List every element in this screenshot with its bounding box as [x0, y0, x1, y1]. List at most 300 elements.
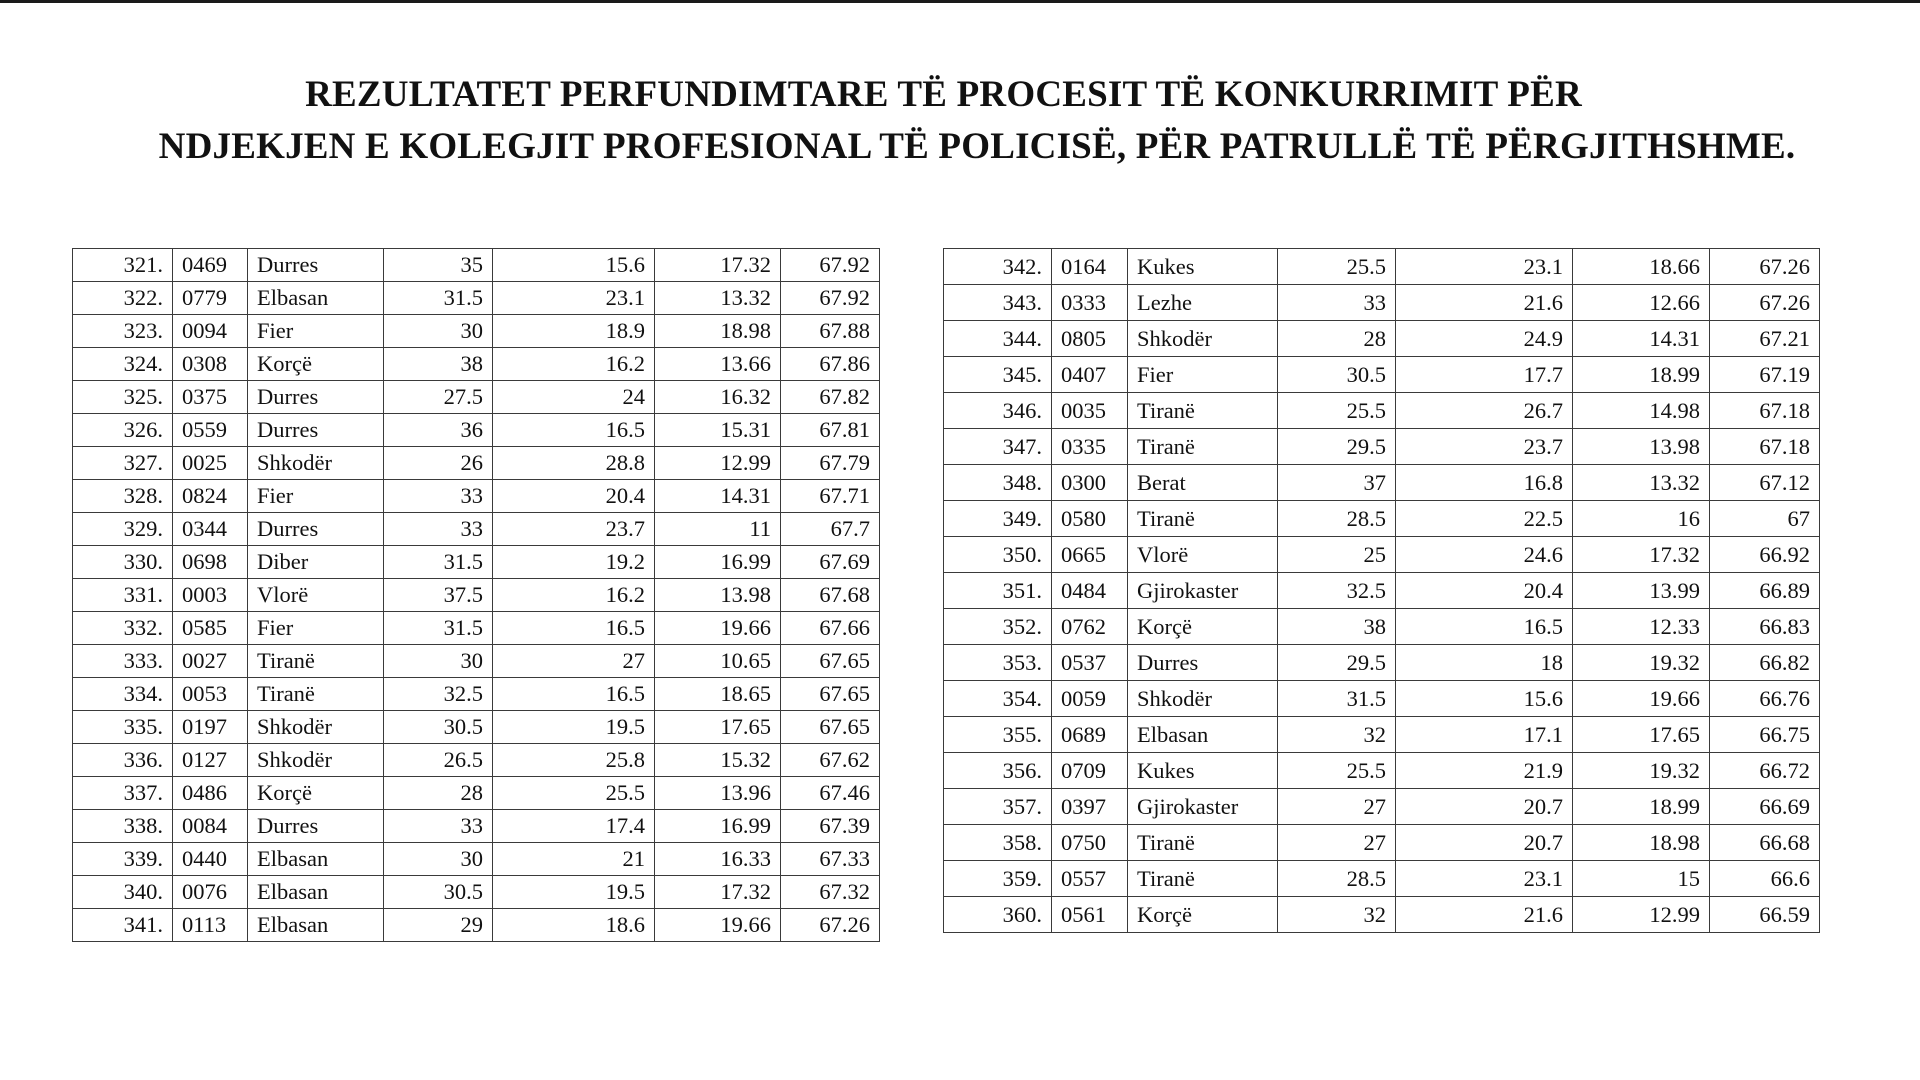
district-cell: Shkodër: [1128, 681, 1278, 717]
district-cell: Tiranë: [1128, 429, 1278, 465]
score-a-cell: 33: [384, 480, 493, 513]
score-a-cell: 32.5: [1278, 573, 1396, 609]
score-a-cell: 28: [384, 777, 493, 810]
total-score-cell: 67.71: [781, 480, 880, 513]
table-row: [944, 609, 1820, 645]
score-a-cell: 25: [1278, 537, 1396, 573]
total-score-cell: 67: [1710, 501, 1820, 537]
score-c-cell: 13.98: [655, 579, 781, 612]
candidate-code-cell: 0113: [173, 909, 248, 942]
score-b-cell: 21.9: [1396, 753, 1573, 789]
rank-cell: 329.: [73, 513, 173, 546]
score-a-cell: 27.5: [384, 381, 493, 414]
score-a-cell: 37: [1278, 465, 1396, 501]
score-c-cell: 16.32: [655, 381, 781, 414]
table-row: [73, 381, 880, 414]
score-c-cell: 18.98: [655, 315, 781, 348]
score-b-cell: 16.2: [493, 579, 655, 612]
candidate-code-cell: 0344: [173, 513, 248, 546]
score-c-cell: 17.65: [655, 711, 781, 744]
candidate-code-cell: 0335: [1052, 429, 1128, 465]
rank-cell: 342.: [944, 249, 1052, 285]
results-table-right-body: [944, 249, 1820, 933]
document-title-line-1: REZULTATET PERFUNDIMTARE TË PROCESIT TË KONKURRIMIT PËR: [305, 73, 1582, 115]
rank-cell: 357.: [944, 789, 1052, 825]
score-b-cell: 20.4: [1396, 573, 1573, 609]
total-score-cell: 67.12: [1710, 465, 1820, 501]
score-a-cell: 29.5: [1278, 429, 1396, 465]
table-row: [73, 282, 880, 315]
score-a-cell: 35: [384, 249, 493, 282]
candidate-code-cell: 0308: [173, 348, 248, 381]
district-cell: Durres: [248, 414, 384, 447]
table-row: [944, 429, 1820, 465]
score-b-cell: 23.1: [1396, 249, 1573, 285]
total-score-cell: 67.39: [781, 810, 880, 843]
total-score-cell: 67.7: [781, 513, 880, 546]
score-b-cell: 25.5: [493, 777, 655, 810]
score-c-cell: 19.32: [1573, 753, 1710, 789]
district-cell: Shkodër: [1128, 321, 1278, 357]
rank-cell: 349.: [944, 501, 1052, 537]
candidate-code-cell: 0585: [173, 612, 248, 645]
candidate-code-cell: 0537: [1052, 645, 1128, 681]
score-b-cell: 26.7: [1396, 393, 1573, 429]
total-score-cell: 66.68: [1710, 825, 1820, 861]
rank-cell: 338.: [73, 810, 173, 843]
district-cell: Gjirokaster: [1128, 789, 1278, 825]
rank-cell: 351.: [944, 573, 1052, 609]
candidate-code-cell: 0164: [1052, 249, 1128, 285]
district-cell: Durres: [248, 513, 384, 546]
score-b-cell: 17.4: [493, 810, 655, 843]
candidate-code-cell: 0035: [1052, 393, 1128, 429]
district-cell: Elbasan: [248, 876, 384, 909]
score-c-cell: 11: [655, 513, 781, 546]
table-row: [73, 249, 880, 282]
total-score-cell: 67.32: [781, 876, 880, 909]
table-row: [73, 447, 880, 480]
rank-cell: 358.: [944, 825, 1052, 861]
candidate-code-cell: 0561: [1052, 897, 1128, 933]
district-cell: Tiranë: [1128, 393, 1278, 429]
total-score-cell: 66.72: [1710, 753, 1820, 789]
score-b-cell: 19.2: [493, 546, 655, 579]
score-a-cell: 36: [384, 414, 493, 447]
table-row: [73, 480, 880, 513]
candidate-code-cell: 0762: [1052, 609, 1128, 645]
table-row: [73, 579, 880, 612]
score-a-cell: 30: [384, 843, 493, 876]
candidate-code-cell: 0084: [173, 810, 248, 843]
score-c-cell: 18.66: [1573, 249, 1710, 285]
total-score-cell: 66.76: [1710, 681, 1820, 717]
total-score-cell: 66.89: [1710, 573, 1820, 609]
rank-cell: 325.: [73, 381, 173, 414]
district-cell: Shkodër: [248, 744, 384, 777]
score-c-cell: 17.65: [1573, 717, 1710, 753]
district-cell: Tiranë: [248, 645, 384, 678]
candidate-code-cell: 0557: [1052, 861, 1128, 897]
score-a-cell: 32: [1278, 717, 1396, 753]
total-score-cell: 66.82: [1710, 645, 1820, 681]
table-row: [73, 513, 880, 546]
score-b-cell: 17.1: [1396, 717, 1573, 753]
score-a-cell: 25.5: [1278, 249, 1396, 285]
rank-cell: 346.: [944, 393, 1052, 429]
candidate-code-cell: 0333: [1052, 285, 1128, 321]
score-b-cell: 16.2: [493, 348, 655, 381]
results-table-left-body: [73, 249, 880, 942]
score-c-cell: 14.98: [1573, 393, 1710, 429]
score-c-cell: 13.98: [1573, 429, 1710, 465]
table-row: [944, 645, 1820, 681]
total-score-cell: 66.83: [1710, 609, 1820, 645]
district-cell: Fier: [248, 315, 384, 348]
rank-cell: 354.: [944, 681, 1052, 717]
candidate-code-cell: 0053: [173, 678, 248, 711]
score-a-cell: 31.5: [384, 546, 493, 579]
candidate-code-cell: 0750: [1052, 825, 1128, 861]
score-b-cell: 16.5: [493, 678, 655, 711]
score-a-cell: 31.5: [1278, 681, 1396, 717]
document-title: [0, 69, 1920, 173]
total-score-cell: 67.81: [781, 414, 880, 447]
total-score-cell: 67.92: [781, 282, 880, 315]
rank-cell: 350.: [944, 537, 1052, 573]
district-cell: Berat: [1128, 465, 1278, 501]
table-row: [944, 861, 1820, 897]
score-c-cell: 13.32: [655, 282, 781, 315]
score-a-cell: 27: [1278, 789, 1396, 825]
rank-cell: 323.: [73, 315, 173, 348]
score-a-cell: 30.5: [1278, 357, 1396, 393]
score-c-cell: 16.33: [655, 843, 781, 876]
table-row: [73, 414, 880, 447]
score-c-cell: 19.66: [655, 909, 781, 942]
district-cell: Durres: [248, 249, 384, 282]
candidate-code-cell: 0824: [173, 480, 248, 513]
score-a-cell: 32: [1278, 897, 1396, 933]
score-c-cell: 17.32: [655, 249, 781, 282]
top-border-rule: [0, 0, 1920, 3]
score-c-cell: 16.99: [655, 546, 781, 579]
total-score-cell: 66.59: [1710, 897, 1820, 933]
candidate-code-cell: 0709: [1052, 753, 1128, 789]
total-score-cell: 67.62: [781, 744, 880, 777]
total-score-cell: 67.33: [781, 843, 880, 876]
candidate-code-cell: 0407: [1052, 357, 1128, 393]
candidate-code-cell: 0059: [1052, 681, 1128, 717]
score-b-cell: 19.5: [493, 711, 655, 744]
score-c-cell: 15.31: [655, 414, 781, 447]
score-c-cell: 16.99: [655, 810, 781, 843]
total-score-cell: 66.92: [1710, 537, 1820, 573]
score-a-cell: 38: [384, 348, 493, 381]
rank-cell: 331.: [73, 579, 173, 612]
rank-cell: 335.: [73, 711, 173, 744]
candidate-code-cell: 0805: [1052, 321, 1128, 357]
score-b-cell: 23.1: [493, 282, 655, 315]
score-a-cell: 31.5: [384, 282, 493, 315]
candidate-code-cell: 0375: [173, 381, 248, 414]
total-score-cell: 67.19: [1710, 357, 1820, 393]
total-score-cell: 67.65: [781, 678, 880, 711]
score-b-cell: 20.4: [493, 480, 655, 513]
table-row: [73, 711, 880, 744]
candidate-code-cell: 0779: [173, 282, 248, 315]
score-c-cell: 19.66: [655, 612, 781, 645]
candidate-code-cell: 0689: [1052, 717, 1128, 753]
district-cell: Korçë: [1128, 897, 1278, 933]
table-row: [944, 753, 1820, 789]
candidate-code-cell: 0580: [1052, 501, 1128, 537]
rank-cell: 347.: [944, 429, 1052, 465]
candidate-code-cell: 0469: [173, 249, 248, 282]
district-cell: Tiranë: [1128, 861, 1278, 897]
candidate-code-cell: 0484: [1052, 573, 1128, 609]
score-b-cell: 23.1: [1396, 861, 1573, 897]
district-cell: Kukes: [1128, 753, 1278, 789]
results-table-right: [943, 248, 1820, 933]
table-row: [73, 777, 880, 810]
district-cell: Durres: [248, 810, 384, 843]
total-score-cell: 67.79: [781, 447, 880, 480]
table-row: [944, 681, 1820, 717]
rank-cell: 334.: [73, 678, 173, 711]
score-c-cell: 19.66: [1573, 681, 1710, 717]
rank-cell: 324.: [73, 348, 173, 381]
score-c-cell: 13.66: [655, 348, 781, 381]
score-c-cell: 15: [1573, 861, 1710, 897]
score-c-cell: 15.32: [655, 744, 781, 777]
rank-cell: 321.: [73, 249, 173, 282]
score-a-cell: 33: [1278, 285, 1396, 321]
score-a-cell: 30: [384, 315, 493, 348]
score-b-cell: 22.5: [1396, 501, 1573, 537]
district-cell: Fier: [248, 480, 384, 513]
rank-cell: 341.: [73, 909, 173, 942]
district-cell: Shkodër: [248, 447, 384, 480]
score-c-cell: 18.65: [655, 678, 781, 711]
table-row: [944, 537, 1820, 573]
rank-cell: 340.: [73, 876, 173, 909]
score-b-cell: 23.7: [1396, 429, 1573, 465]
district-cell: Korçë: [248, 348, 384, 381]
total-score-cell: 66.6: [1710, 861, 1820, 897]
score-a-cell: 33: [384, 810, 493, 843]
score-b-cell: 21.6: [1396, 897, 1573, 933]
table-row: [944, 501, 1820, 537]
district-cell: Diber: [248, 546, 384, 579]
rank-cell: 337.: [73, 777, 173, 810]
score-a-cell: 25.5: [1278, 753, 1396, 789]
total-score-cell: 67.66: [781, 612, 880, 645]
candidate-code-cell: 0197: [173, 711, 248, 744]
district-cell: Lezhe: [1128, 285, 1278, 321]
score-a-cell: 28.5: [1278, 501, 1396, 537]
total-score-cell: 67.69: [781, 546, 880, 579]
total-score-cell: 67.26: [1710, 249, 1820, 285]
score-a-cell: 32.5: [384, 678, 493, 711]
table-row: [944, 465, 1820, 501]
table-row: [73, 843, 880, 876]
rank-cell: 345.: [944, 357, 1052, 393]
rank-cell: 344.: [944, 321, 1052, 357]
table-row: [944, 285, 1820, 321]
score-a-cell: 26: [384, 447, 493, 480]
score-a-cell: 30.5: [384, 876, 493, 909]
score-a-cell: 38: [1278, 609, 1396, 645]
district-cell: Vlorë: [248, 579, 384, 612]
score-b-cell: 15.6: [493, 249, 655, 282]
district-cell: Shkodër: [248, 711, 384, 744]
district-cell: Fier: [248, 612, 384, 645]
total-score-cell: 67.82: [781, 381, 880, 414]
score-c-cell: 13.99: [1573, 573, 1710, 609]
score-a-cell: 27: [1278, 825, 1396, 861]
rank-cell: 348.: [944, 465, 1052, 501]
total-score-cell: 66.75: [1710, 717, 1820, 753]
document-title-line-2: NDJEKJEN E KOLEGJIT PROFESIONAL TË POLICISË, PËR PATRULLË TË PËRGJITHSHME.: [158, 125, 1796, 167]
score-b-cell: 18.9: [493, 315, 655, 348]
candidate-code-cell: 0300: [1052, 465, 1128, 501]
score-a-cell: 29.5: [1278, 645, 1396, 681]
score-b-cell: 17.7: [1396, 357, 1573, 393]
score-b-cell: 18: [1396, 645, 1573, 681]
total-score-cell: 67.18: [1710, 393, 1820, 429]
rank-cell: 355.: [944, 717, 1052, 753]
district-cell: Gjirokaster: [1128, 573, 1278, 609]
score-c-cell: 17.32: [655, 876, 781, 909]
table-row: [944, 393, 1820, 429]
score-b-cell: 16.5: [1396, 609, 1573, 645]
score-a-cell: 28: [1278, 321, 1396, 357]
score-a-cell: 28.5: [1278, 861, 1396, 897]
total-score-cell: 67.68: [781, 579, 880, 612]
total-score-cell: 67.88: [781, 315, 880, 348]
district-cell: Elbasan: [248, 843, 384, 876]
rank-cell: 328.: [73, 480, 173, 513]
candidate-code-cell: 0559: [173, 414, 248, 447]
score-b-cell: 24.6: [1396, 537, 1573, 573]
rank-cell: 322.: [73, 282, 173, 315]
score-b-cell: 19.5: [493, 876, 655, 909]
score-b-cell: 24.9: [1396, 321, 1573, 357]
candidate-code-cell: 0127: [173, 744, 248, 777]
candidate-code-cell: 0665: [1052, 537, 1128, 573]
district-cell: Elbasan: [248, 909, 384, 942]
table-row: [73, 909, 880, 942]
score-b-cell: 21.6: [1396, 285, 1573, 321]
score-b-cell: 27: [493, 645, 655, 678]
district-cell: Elbasan: [1128, 717, 1278, 753]
total-score-cell: 67.92: [781, 249, 880, 282]
table-row: [944, 897, 1820, 933]
candidate-code-cell: 0025: [173, 447, 248, 480]
table-row: [73, 744, 880, 777]
district-cell: Tiranë: [248, 678, 384, 711]
score-a-cell: 31.5: [384, 612, 493, 645]
score-c-cell: 14.31: [655, 480, 781, 513]
score-a-cell: 33: [384, 513, 493, 546]
total-score-cell: 67.86: [781, 348, 880, 381]
table-row: [944, 825, 1820, 861]
district-cell: Tiranë: [1128, 501, 1278, 537]
score-c-cell: 13.96: [655, 777, 781, 810]
total-score-cell: 66.69: [1710, 789, 1820, 825]
total-score-cell: 67.65: [781, 711, 880, 744]
rank-cell: 327.: [73, 447, 173, 480]
district-cell: Fier: [1128, 357, 1278, 393]
score-b-cell: 16.5: [493, 414, 655, 447]
rank-cell: 332.: [73, 612, 173, 645]
score-c-cell: 18.98: [1573, 825, 1710, 861]
table-row: [944, 357, 1820, 393]
table-row: [73, 645, 880, 678]
table-row: [73, 612, 880, 645]
district-cell: Vlorë: [1128, 537, 1278, 573]
rank-cell: 333.: [73, 645, 173, 678]
district-cell: Tiranë: [1128, 825, 1278, 861]
table-row: [944, 249, 1820, 285]
score-a-cell: 25.5: [1278, 393, 1396, 429]
candidate-code-cell: 0094: [173, 315, 248, 348]
score-c-cell: 19.32: [1573, 645, 1710, 681]
rank-cell: 330.: [73, 546, 173, 579]
district-cell: Durres: [1128, 645, 1278, 681]
total-score-cell: 67.26: [781, 909, 880, 942]
score-a-cell: 30.5: [384, 711, 493, 744]
district-cell: Durres: [248, 381, 384, 414]
candidate-code-cell: 0397: [1052, 789, 1128, 825]
score-c-cell: 17.32: [1573, 537, 1710, 573]
district-cell: Korçë: [1128, 609, 1278, 645]
score-b-cell: 23.7: [493, 513, 655, 546]
score-b-cell: 21: [493, 843, 655, 876]
table-row: [73, 546, 880, 579]
score-c-cell: 14.31: [1573, 321, 1710, 357]
score-b-cell: 18.6: [493, 909, 655, 942]
score-c-cell: 18.99: [1573, 789, 1710, 825]
table-row: [944, 789, 1820, 825]
total-score-cell: 67.21: [1710, 321, 1820, 357]
rank-cell: 352.: [944, 609, 1052, 645]
score-c-cell: 12.33: [1573, 609, 1710, 645]
score-b-cell: 28.8: [493, 447, 655, 480]
score-b-cell: 16.8: [1396, 465, 1573, 501]
table-row: [944, 573, 1820, 609]
candidate-code-cell: 0027: [173, 645, 248, 678]
score-b-cell: 24: [493, 381, 655, 414]
rank-cell: 343.: [944, 285, 1052, 321]
score-b-cell: 16.5: [493, 612, 655, 645]
score-a-cell: 26.5: [384, 744, 493, 777]
total-score-cell: 67.26: [1710, 285, 1820, 321]
table-row: [73, 810, 880, 843]
score-b-cell: 20.7: [1396, 789, 1573, 825]
score-a-cell: 37.5: [384, 579, 493, 612]
score-c-cell: 10.65: [655, 645, 781, 678]
score-c-cell: 12.99: [1573, 897, 1710, 933]
rank-cell: 353.: [944, 645, 1052, 681]
rank-cell: 326.: [73, 414, 173, 447]
total-score-cell: 67.65: [781, 645, 880, 678]
table-row: [73, 348, 880, 381]
table-row: [73, 876, 880, 909]
table-row: [944, 321, 1820, 357]
table-row: [73, 678, 880, 711]
